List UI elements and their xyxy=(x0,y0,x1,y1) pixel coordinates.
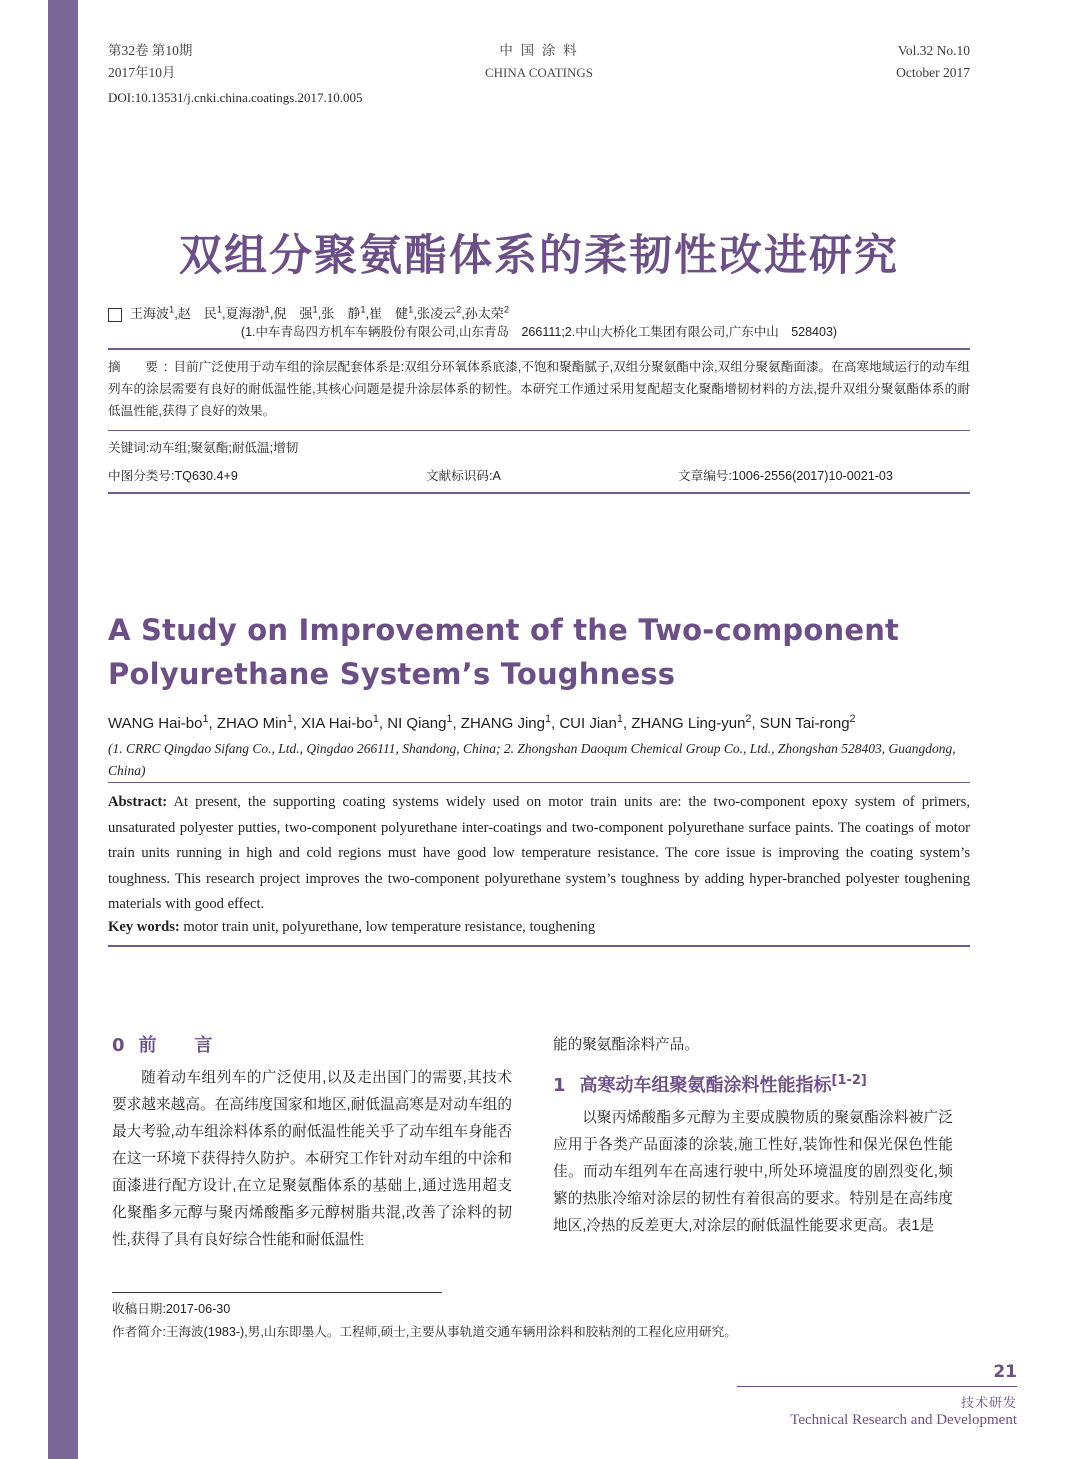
left-decorative-band xyxy=(48,0,78,1459)
header-volume-block-en xyxy=(896,40,970,84)
authors-en: WANG Hai-$bo^1$, ZHAO Min$^1$, XIA Hai-$bo^1$, NI Qiang$^1$, ZHANG Jing$^1$, CUI Jian$^1$, ZHANG Ling-yun$^2$, SUN Tai-rong$^2$ xyxy=(108,713,856,732)
section-heading-0 xyxy=(112,1032,512,1059)
article-id: 文章编号:1006-2556(2017)10-0021-03 xyxy=(678,469,893,483)
left-band-highlight xyxy=(78,0,84,1459)
divider-below-classification xyxy=(108,492,970,494)
paragraph-right-1: 以聚丙烯酸酯多元醇为主要成膜物质的聚氨酯涂料被广泛应用于各类产品面漆的涂装,施工性好,装饰性和保光保色性能佳。而动车组列车在高速行驶中,所处环境温度的剧烈变化,频繁的热胀冷缩对涂层的韧性有着很高的要求。特别是在高纬度地区,冷热的反差更大,对涂层的耐低温性能要求更高。表1是 xyxy=(553,1110,953,1234)
keywords-cn-label: 关键词: xyxy=(108,441,150,455)
abstract-en-text: At present, the supporting coating systems widely used on motor train units are: the two-component epoxy system of primers, unsaturated polyester putties, two-component polyurethane inter-coatings and two-component polyurethane surface paints. The coatings of motor train units running in high and cold regions must have good low temperature resistance. The core issue is improving the coating system’s toughness. This research project improves the two-component polyurethane system’s toughness by adding hyper-branched polyester toughening materials with good effect. xyxy=(108,794,970,912)
header-volume-issue: 第32卷 第10期 xyxy=(108,43,193,58)
authors-cn xyxy=(108,300,970,324)
affiliation-cn: (1.中车青岛四方机车车辆股份有限公司,山东青岛 266111;2.中山大桥化工集团有限公司,广东中山 528403) xyxy=(240,325,838,339)
divider-above-en-abstract xyxy=(108,782,970,783)
page-title-cn: 双组分聚氨酯体系的柔韧性改进研究 xyxy=(179,231,899,281)
square-marker-icon xyxy=(108,308,122,322)
abstract-cn-text: 目前广泛使用于动车组的涂层配套体系是:双组分环氧体系底漆,不饱和聚酯腻子,双组分聚氨酯中涂,双组分聚氨酯面漆。在高寒地域运行的动车组列车的涂层需要有良好的耐低温性能,其核心问题是提升涂层体系的韧性。本研究工作通过采用复配超支化聚酯增韧材料的方法,提升双组分聚氨酯体系的耐低温性能,获得了良好的效果。 xyxy=(108,360,971,418)
paragraph-left-1: 随着动车组列车的广泛使用,以及走出国门的需要,其技术要求越来越高。在高纬度国家和地区,耐低温高寒是对动车组的最大考验,动车组涂料体系的耐低温性能关乎了动车组车身能否在这一环境下获得持久防护。本研究工作针对动车组的中涂和面漆进行配方设计,在立足聚氨酯体系的基础上,通过选用超支化聚酯多元醇与聚丙烯酸酯多元醇树脂共混,改善了涂料的韧性,获得了具有良好综合性能和耐低温性 xyxy=(112,1070,512,1248)
abstract-cn-label: 摘 要: xyxy=(108,360,174,374)
keywords-cn xyxy=(108,438,970,458)
divider-above-cn-abstract xyxy=(108,348,970,350)
footer-section-cn: 技术研发 xyxy=(960,1395,1017,1410)
received-date: 收稿日期:2017-06-30 xyxy=(112,1302,231,1316)
header-date-cn: 2017年10月 xyxy=(108,65,176,80)
paragraph-right-carryover: 能的聚氨酯涂料产品。 xyxy=(553,1037,699,1053)
clc-number: 中图分类号:TQ630.4+9 xyxy=(108,469,238,483)
journal-name-cn: 中 国 涂 料 xyxy=(499,43,579,58)
affiliation-en: (1. CRRC Qingdao Sifang Co., Ltd., Qingdao 266111, Shandong, China; 2. Zhongshan Daoqum Chemical Group Co., Ltd., Zhongshan 528403, Guangdong, China) xyxy=(108,741,956,778)
journal-header xyxy=(108,40,970,86)
footer-divider xyxy=(737,1386,1017,1387)
document-code: 文献标识码:A xyxy=(426,469,501,483)
footnotes xyxy=(112,1298,972,1344)
body-column-left xyxy=(112,1032,512,1254)
authors-cn-text: 王海波$^1$,赵 民$^1$,夏海渤$^1$,倪 强$^1$,张 静$^1$,崔 健$^1$,张凌云$^2$,孙太荣$^2$ xyxy=(130,305,510,322)
keywords-en-text: motor train unit, polyurethane, low temperature resistance, toughening xyxy=(179,919,596,935)
page-number: 21 xyxy=(993,1362,1017,1382)
keywords-cn-text: 动车组;聚氨酯;耐低温;增韧 xyxy=(149,441,299,455)
header-date-en: October 2017 xyxy=(896,65,970,80)
abstract-en xyxy=(108,790,970,918)
divider-below-cn-abstract xyxy=(108,430,970,431)
doi-line: DOI:10.13531/j.cnki.china.coatings.2017.10.005 xyxy=(108,90,363,105)
header-volume-issue-en: Vol.32 No.10 xyxy=(897,43,970,58)
keywords-en xyxy=(108,915,970,940)
abstract-cn xyxy=(108,356,970,422)
keywords-en-label: Key words: xyxy=(108,919,180,935)
abstract-en-label: Abstract: xyxy=(108,794,168,810)
section-1-number: 1 xyxy=(553,1075,566,1096)
divider-below-en-keywords xyxy=(108,945,970,947)
section-0-title: 前 言 xyxy=(138,1035,223,1056)
body-column-right xyxy=(553,1032,953,1240)
footer-section-en: Technical Research and Development xyxy=(790,1412,1017,1428)
section-1-title: 高寒动车组聚氨酯涂料性能指标 xyxy=(579,1075,832,1096)
section-1-reference: [1-2] xyxy=(831,1073,867,1088)
section-heading-1 xyxy=(553,1067,953,1099)
author-bio: 作者简介:王海波(1983-),男,山东即墨人。工程师,硕士,主要从事轨道交通车辆用涂料和胶粘剂的工程化应用研究。 xyxy=(112,1325,737,1339)
journal-name-en: CHINA COATINGS xyxy=(485,65,593,80)
footnote-divider xyxy=(112,1292,442,1293)
page-title-en: A Study on Improvement of the Two-component Polyurethane System’s Toughness xyxy=(108,613,900,691)
header-journal-title xyxy=(108,40,970,84)
section-0-number: 0 xyxy=(112,1035,125,1056)
